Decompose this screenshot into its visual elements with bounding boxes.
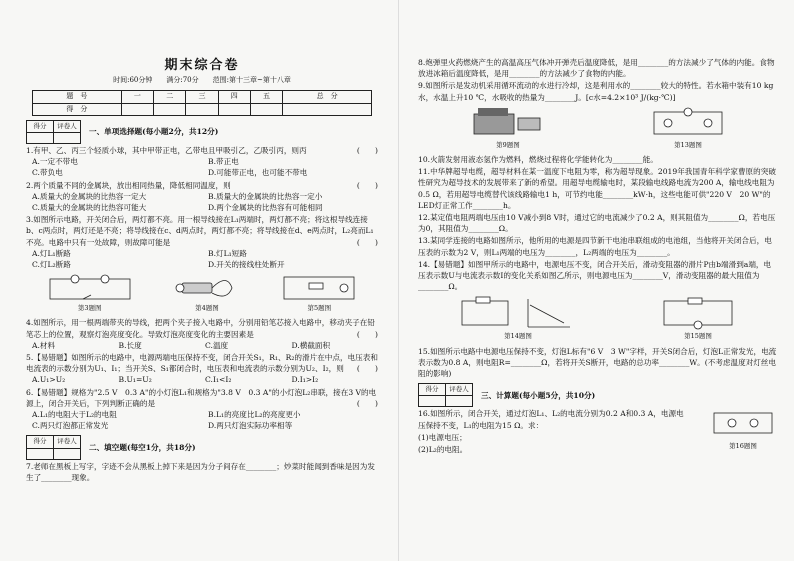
option: D.I₁>I₂ xyxy=(291,375,319,385)
engine-icon xyxy=(468,106,548,140)
scorebox-field[interactable] xyxy=(27,448,54,459)
option: C.灯L₂断路 xyxy=(32,260,71,270)
score-cell[interactable] xyxy=(121,103,153,115)
circuit-diagram-icon xyxy=(658,295,738,331)
question-15: 15.如图所示电路中电源电压保持不变，灯泡L标有"6 V 3 W"字样，开关S闭合后，灯泡L正常发光，电流表示数为0.8 A，则电阻R=________Ω，若将开关S断开，电路的总功率________W。(不考虑温度对灯丝电阻的影响) xyxy=(418,346,777,379)
section-scorebox xyxy=(26,120,81,144)
scorebox-field[interactable] xyxy=(54,133,81,144)
answer-paren[interactable]: ( ) xyxy=(356,398,378,408)
figure-caption: 第15题图 xyxy=(684,332,712,341)
figure-q9 xyxy=(468,106,548,151)
score-cell: 总 分 xyxy=(283,91,372,103)
question-stem: 1.有甲、乙、丙三个轻质小球，其中甲带正电，乙带电且甲吸引乙，乙吸引丙，则丙 xyxy=(26,146,307,156)
answer-paren[interactable]: ( ) xyxy=(356,329,378,339)
question-10: 10.火箭发射用液态氢作为燃料，燃烧过程将化学能转化为________能。 xyxy=(418,155,658,165)
question-11: 11.中华牌超导电缆，超导材料在某一温度下电阻为零，称为超导现象。2019年我国青年科学家曹原的突破性研究为超导技术的发展带来了新的希望。用超导电缆输电时，某段输电线路电流为200 A，输电线电阻为0.5 Ω，若用超导电缆替代该线路输电1 h，可节约电能________kW·h，这些电能可供"220 V 20 W"的LED灯正常工作________h。 xyxy=(418,167,776,210)
score-table xyxy=(32,90,372,115)
option: D.可能带正电，也可能不带电 xyxy=(208,168,308,178)
pencil-circuit-icon xyxy=(172,273,242,303)
figure-caption: 第13题图 xyxy=(674,140,702,149)
figure-row xyxy=(418,295,778,342)
score-cell[interactable] xyxy=(186,103,218,115)
question-5 xyxy=(26,352,378,386)
answer-paren[interactable]: ( ) xyxy=(356,180,378,190)
figure-row xyxy=(26,273,378,314)
figure-caption: 第14题图 xyxy=(504,332,532,341)
circuit-diagram-icon xyxy=(708,407,778,441)
answer-paren[interactable]: ( ) xyxy=(356,146,378,156)
question-stem: 5.【易错题】如图所示的电路中，电源两端电压保持不变，闭合开关S₁，R₁、R₂的滑片在中点，电压表和电流表的示数分别为U₁、I₁；当开关S、S₁都闭合时，电压表和电流表的示数分别为U₂、I₂，则 xyxy=(26,353,378,374)
circuit-diagram-icon xyxy=(279,273,359,303)
scorebox-field[interactable] xyxy=(27,133,54,144)
option: D.两只灯泡实际功率相等 xyxy=(208,421,293,431)
option: B.质量大的金属块的比热容一定小 xyxy=(208,191,323,201)
right-column xyxy=(418,0,778,561)
score-cell: 三 xyxy=(186,91,218,103)
question-16: 16.如图所示，闭合开关，通过灯泡L₁、L₂的电流分别为0.2 A和0.3 A，电源电压保持不变，L₁的电阻为15 Ω。求： xyxy=(418,409,684,430)
figure-q14 xyxy=(458,295,578,342)
question-2 xyxy=(26,180,378,214)
option: A.L₁的电阻大于L₂的电阻 xyxy=(32,410,117,420)
section2-title: 二、填空题(每空1分，共18分) xyxy=(89,442,196,452)
circuit-diagram-icon xyxy=(45,273,135,303)
exam-meta: 时间:60分钟 满分:70分 范围:第十三章~第十八章 xyxy=(113,76,291,85)
option: B.L₁的亮度比L₂的亮度更小 xyxy=(208,410,301,420)
exam-title: 期末综合卷 xyxy=(164,58,240,73)
scorebox-label: 得分 xyxy=(27,120,54,132)
option: B.灯L₁短路 xyxy=(208,248,247,258)
section2-header xyxy=(26,435,378,459)
scorebox-field[interactable] xyxy=(54,448,81,459)
figure-row xyxy=(418,106,778,151)
scorebox-label: 评卷人 xyxy=(54,120,81,132)
section3-header xyxy=(418,383,778,407)
circuit-graph-icon xyxy=(458,295,578,331)
score-cell: 得 分 xyxy=(33,103,122,115)
left-column xyxy=(26,0,378,561)
scorebox-label: 评卷人 xyxy=(54,436,81,448)
question-16-part1: (1)电源电压； xyxy=(418,432,467,442)
question-13: 13.某同学连接的电路如图所示，他所用的电源是四节新干电池串联组成的电池组，当他将开关闭合后，电压表的示数为2 V，则L₁两端的电压为________，L₂两端的电压为________。 xyxy=(418,236,772,257)
option: A.质量大的金属块的比热容一定大 xyxy=(32,191,147,201)
question-stem: 2.两个质量不同的金属块，放出相同热量，降低相同温度，则 xyxy=(26,180,231,190)
figure-q13 xyxy=(648,106,728,151)
option: C.温度 xyxy=(205,340,229,350)
answer-paren[interactable]: ( ) xyxy=(356,237,378,247)
scorebox-field[interactable] xyxy=(446,396,473,407)
figure-q15 xyxy=(658,295,738,342)
option: D.横截面积 xyxy=(291,340,331,350)
question-16-part2: (2)L₂的电阻。 xyxy=(418,445,468,455)
question-14: 14.【易错题】如图甲所示的电路中，电源电压不变，闭合开关后，滑动变阻器的滑片P由b端滑到a端，电压表示数U与电流表示数I的变化关系如图乙所示，则电源电压为________V，滑动变阻器的最大阻值为________Ω。 xyxy=(418,259,772,292)
question-stem: 4.如图所示，用一根两端带夹的导线，把两个夹子接入电路中，分别用铅笔芯接入电路中，移动夹子在铅笔芯上的位置，观察灯泡亮度变化。导致灯泡亮度变化的主要因素是 xyxy=(26,318,375,339)
section-scorebox xyxy=(418,383,473,407)
question-8: 8.炮弹里火药燃烧产生的高温高压气体冲开弹壳后温度降低，是用________的方法减少了气体的内能。食物放进冰箱后温度降低，是用________的方法减少了食物的内能。 xyxy=(418,58,775,79)
question-9: 9.如图所示是发动机采用循环流动的水进行冷却，这是利用水的________较大的特性。若水箱中装有10 kg水，水温上升10 ℃，水吸收的热量为________J。[c水=4.2×10³ J/(kg·℃)] xyxy=(418,81,774,102)
option: C.质量大的金属块的比热容可能大 xyxy=(32,203,147,213)
score-cell: 题 号 xyxy=(33,91,122,103)
figure-caption: 第9题图 xyxy=(496,140,520,149)
figure-caption: 第4题图 xyxy=(195,304,219,313)
option: B.U₁=U₂ xyxy=(118,375,152,385)
option: B.带正电 xyxy=(208,157,239,167)
section1-header xyxy=(26,120,378,144)
question-6 xyxy=(26,387,378,432)
scorebox-label: 得分 xyxy=(419,384,446,396)
figure-caption: 第3题图 xyxy=(77,304,102,313)
scorebox-label: 评卷人 xyxy=(446,384,473,396)
score-cell[interactable] xyxy=(218,103,250,115)
question-1 xyxy=(26,145,378,179)
figure-q4 xyxy=(172,273,242,314)
figure-caption: 第16题图 xyxy=(729,442,757,451)
section3-title: 三、计算题(每小题5分，共10分) xyxy=(481,390,596,400)
option: A.材料 xyxy=(32,340,56,350)
option: A.一定不带电 xyxy=(32,157,78,167)
answer-paren[interactable]: ( ) xyxy=(356,364,378,374)
score-cell[interactable] xyxy=(250,103,282,115)
figure-q5 xyxy=(279,273,359,314)
option: A.U₁>U₂ xyxy=(32,375,66,385)
figure-caption: 第5题图 xyxy=(307,304,332,313)
option: D.开关的接线柱处断开 xyxy=(208,260,285,270)
score-cell: 五 xyxy=(250,91,282,103)
option: C.I₁<I₂ xyxy=(205,375,232,385)
question-16-block xyxy=(418,407,778,456)
option: C.带负电 xyxy=(32,168,63,178)
question-stem: 3.如图所示电路，开关闭合后，两灯都不亮。用一根导线接在L₁两端时，两灯都不亮；将这根导线连接b、c两点时，两灯还是不亮；将导线接在c、d两点时，两灯都不亮；将导线接在d、e两点时，L₂亮而L₁不亮。电路中只有一处故障，则故障可能是 xyxy=(26,215,374,247)
score-cell: 一 xyxy=(121,91,153,103)
section1-title: 一、单项选择题(每小题2分，共12分) xyxy=(89,127,219,137)
score-cell[interactable] xyxy=(154,103,186,115)
question-stem: 6.【易错题】规格为"2.5 V 0.3 A"的小灯泡L₁和规格为"3.8 V 0.3 A"的小灯泡L₂串联，接在3 V的电源上，闭合开关后，下列判断正确的是 xyxy=(26,387,377,408)
figure-q3 xyxy=(45,273,135,314)
question-7: 7.老师在黑板上写字，字迹不会从黑板上掉下来是因为分子间存在________；炒菜时能闻到香味是因为发生了________现象。 xyxy=(26,461,375,482)
option: A.灯L₁断路 xyxy=(32,248,71,258)
score-cell[interactable] xyxy=(283,103,372,115)
score-cell: 四 xyxy=(218,91,250,103)
page-fold-line xyxy=(398,0,399,561)
circuit-diagram-icon xyxy=(648,106,728,140)
question-12: 12.某定值电阻两端电压由10 V减小到8 V时，通过它的电流减少了0.2 A，则其阻值为________Ω，若电压为0，其阻值为________Ω。 xyxy=(418,213,776,234)
score-cell: 二 xyxy=(154,91,186,103)
section-scorebox xyxy=(26,435,81,459)
option: C.两只灯泡都正常发光 xyxy=(32,421,109,431)
figure-q16 xyxy=(708,407,778,456)
question-3 xyxy=(26,214,378,270)
scorebox-field[interactable] xyxy=(419,396,446,407)
option: D.两个金属块的比热容有可能相同 xyxy=(208,203,323,213)
scorebox-label: 得分 xyxy=(27,436,54,448)
question-4 xyxy=(26,317,378,351)
option: B.长度 xyxy=(118,340,142,350)
